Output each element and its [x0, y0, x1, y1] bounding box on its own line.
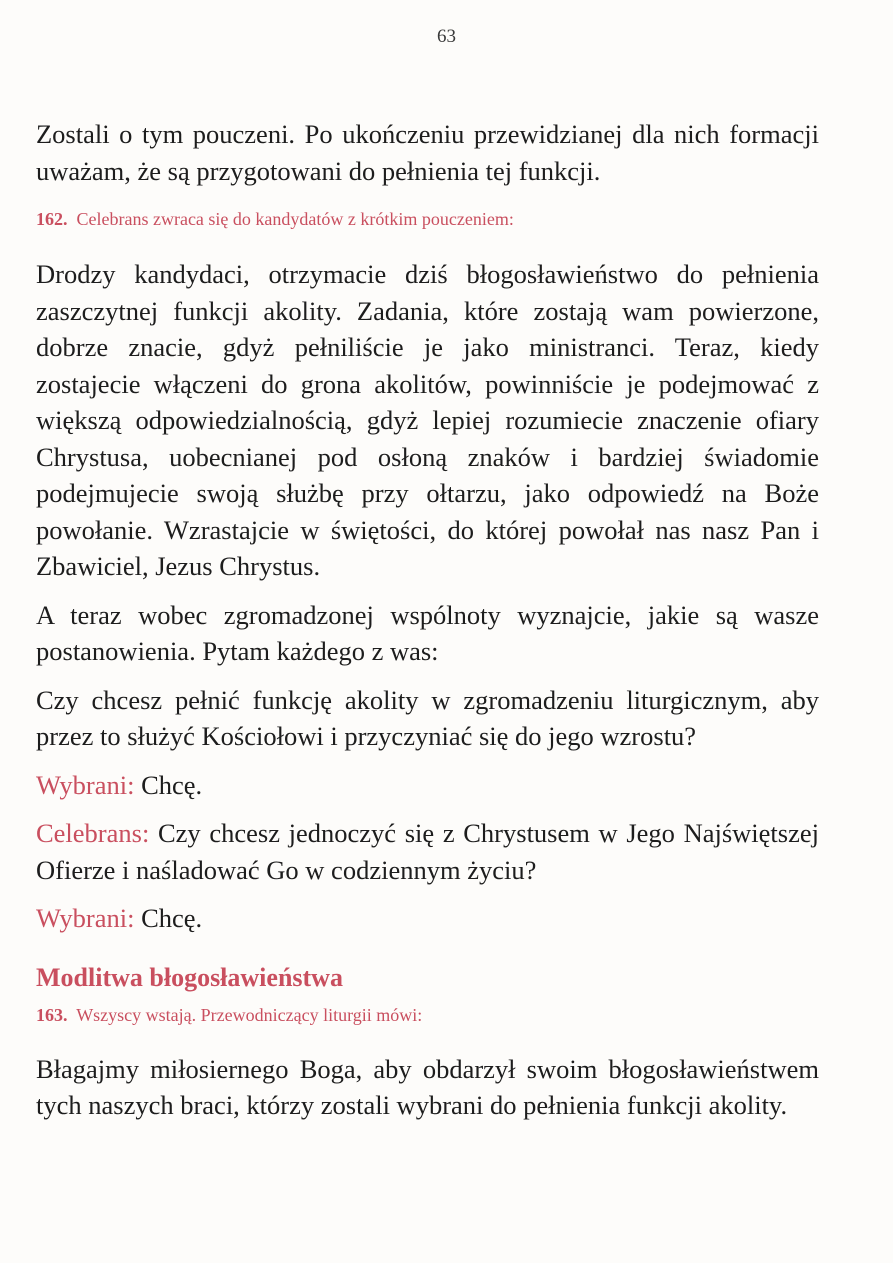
- question-1: Czy chcesz pełnić funkcję akolity w zgromadzeniu liturgicznym, aby przez to służyć Kościołowi i przyczyniać się do jego wzrostu?: [36, 684, 819, 751]
- response-1: [36, 767, 819, 804]
- rubric-text: Celebrans zwraca się do kandydatów z krótkim pouczeniem:: [76, 209, 514, 229]
- rubric-text: Wszyscy wstają. Przewodniczący liturgii mówi:: [76, 1004, 423, 1025]
- prayer-paragraph: Błagajmy miłosiernego Boga, aby obdarzył swoim błogosławieństwem tych naszych braci, którzy zostali wybrani do pełnienia funkcji akolity.: [36, 1053, 819, 1120]
- page-number: 63: [437, 26, 456, 47]
- speaker-label: Wybrani:: [36, 903, 135, 933]
- rubric-162: [36, 207, 819, 231]
- rubric-number: 163.: [36, 1004, 68, 1025]
- response-text: Chcę.: [141, 903, 203, 933]
- page-content: [36, 116, 819, 1124]
- question-text: Czy chcesz jednoczyć się z Chrystusem w Jego Najświętszej Ofierze i naśladować Go w codziennym życiu?: [36, 818, 819, 885]
- rubric-163: [36, 1003, 819, 1027]
- intro-paragraph: Zostali o tym pouczeni. Po ukończeniu przewidzianej dla nich formacji uważam, że są przygotowani do pełnienia tej funkcji.: [36, 119, 819, 186]
- speaker-label: Celebrans:: [36, 818, 150, 848]
- response-2: [36, 900, 819, 937]
- section-heading: Modlitwa błogosławieństwa: [36, 962, 343, 992]
- commitment-intro: A teraz wobec zgromadzonej wspólnoty wyznajcie, jakie są wasze postanowienia. Pytam każdego z was:: [36, 599, 819, 666]
- question-2: [36, 815, 819, 888]
- speaker-label: Wybrani:: [36, 769, 135, 800]
- rubric-number: 162.: [36, 209, 68, 229]
- homily-paragraph: Drodzy kandydaci, otrzymacie dziś błogosławieństwo do pełnienia zaszczytnej funkcji akolity. Zadania, które zostają wam powierzone, dobrze znacie, gdyż pełniliście je jako ministranci. Teraz, kiedy zostajecie włączeni do grona akolitów, powinniście je podejmować z większą odpowiedzialnością, gdyż lepiej rozumiecie znaczenie ofiary Chrystusa, uobecnianej pod osłoną znaków i bardziej świadomie podejmujecie swoją służbę przy ołtarzu, jako odpowiedź na Boże powołanie. Wzrastajcie w świętości, do której powołał nas nasz Pan i Zbawiciel, Jezus Chrystus.: [36, 259, 819, 581]
- response-text: Chcę.: [141, 769, 203, 800]
